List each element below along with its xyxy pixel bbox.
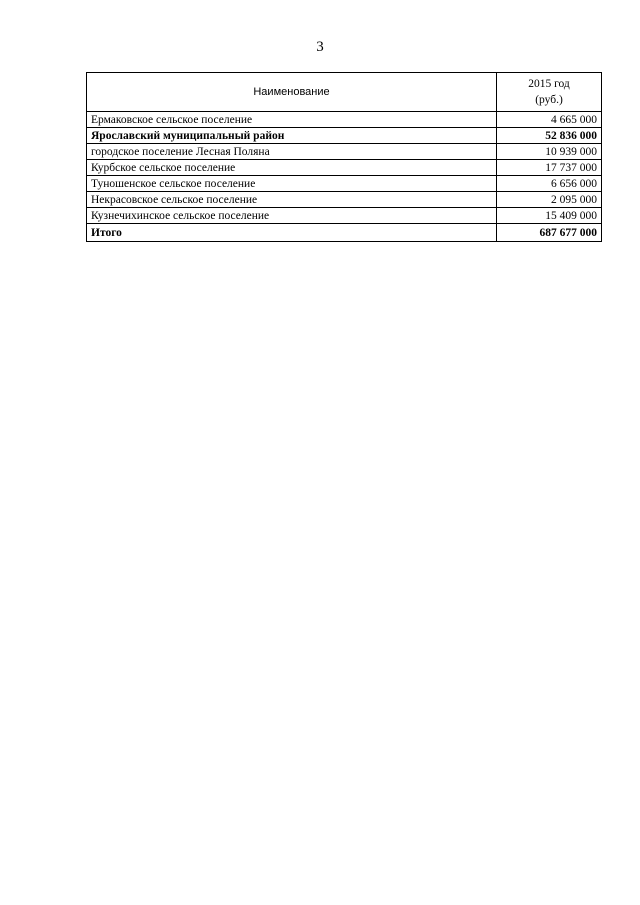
row-value: 2 095 000	[497, 192, 602, 208]
table-header-row	[87, 73, 602, 112]
row-value: 6 656 000	[497, 176, 602, 192]
row-value: 52 836 000	[497, 128, 602, 144]
row-name: Туношенское сельское поселение	[87, 176, 497, 192]
row-name: Курбское сельское поселение	[87, 160, 497, 176]
header-unit-label: (руб.)	[535, 94, 563, 106]
row-value: 4 665 000	[497, 112, 602, 128]
total-name: Итого	[87, 224, 497, 242]
row-value: 15 409 000	[497, 208, 602, 224]
row-name: Ярославский муниципальный район	[87, 128, 497, 144]
table-row	[87, 160, 602, 176]
table-row	[87, 128, 602, 144]
total-value: 687 677 000	[497, 224, 602, 242]
row-value: 17 737 000	[497, 160, 602, 176]
row-name: Ермаковское сельское поселение	[87, 112, 497, 128]
row-value: 10 939 000	[497, 144, 602, 160]
total-row	[87, 224, 602, 242]
table-row	[87, 176, 602, 192]
page-number: 3	[316, 39, 324, 55]
table-row	[87, 208, 602, 224]
row-name: Некрасовское сельское поселение	[87, 192, 497, 208]
table-row	[87, 144, 602, 160]
table-row	[87, 112, 602, 128]
budget-table	[86, 72, 602, 242]
row-name: Кузнечихинское сельское поселение	[87, 208, 497, 224]
table-row	[87, 192, 602, 208]
header-name: Наименование	[87, 73, 497, 112]
row-name: городское поселение Лесная Поляна	[87, 144, 497, 160]
header-year	[497, 73, 602, 112]
header-year-label: 2015 год	[528, 78, 570, 90]
